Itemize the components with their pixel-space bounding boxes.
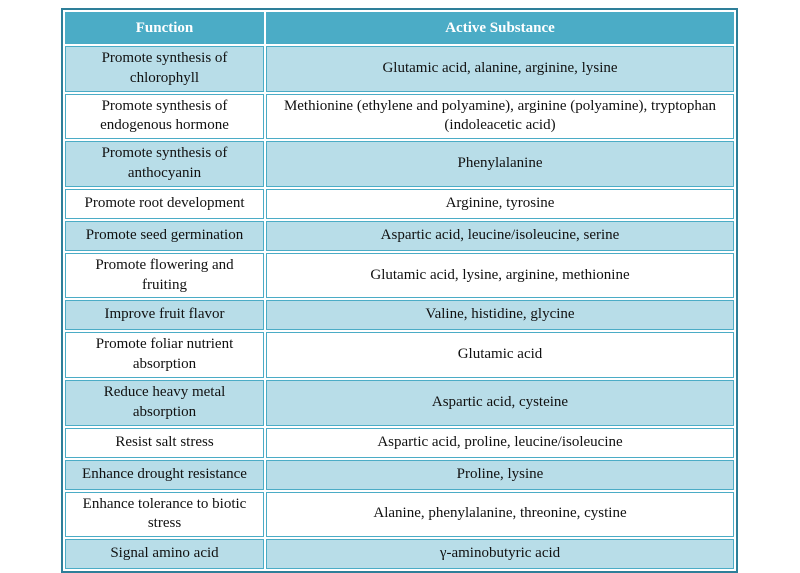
function-cell: Improve fruit flavor: [65, 300, 264, 330]
substance-cell: Methionine (ethylene and polyamine), arginine (polyamine), tryptophan (indoleacetic acid): [266, 94, 734, 140]
function-cell: Resist salt stress: [65, 428, 264, 458]
table-row: [65, 460, 734, 490]
substance-cell: Alanine, phenylalanine, threonine, cystine: [266, 492, 734, 538]
function-cell: Promote synthesis of anthocyanin: [65, 141, 264, 187]
function-cell: Promote seed germination: [65, 221, 264, 251]
table-row: [65, 46, 734, 92]
function-cell: Signal amino acid: [65, 539, 264, 569]
function-cell: Promote root development: [65, 189, 264, 219]
table-row: [65, 253, 734, 299]
table-row: [65, 300, 734, 330]
amino-acid-function-table: [61, 8, 738, 573]
function-cell: Enhance tolerance to biotic stress: [65, 492, 264, 538]
substance-cell: Aspartic acid, leucine/isoleucine, serine: [266, 221, 734, 251]
function-cell: Enhance drought resistance: [65, 460, 264, 490]
substance-cell: Valine, histidine, glycine: [266, 300, 734, 330]
table-row: [65, 189, 734, 219]
table-row: [65, 492, 734, 538]
substance-cell: Aspartic acid, proline, leucine/isoleucine: [266, 428, 734, 458]
substance-cell: γ-aminobutyric acid: [266, 539, 734, 569]
table-row: [65, 332, 734, 378]
function-cell: Promote flowering and fruiting: [65, 253, 264, 299]
substance-cell: Glutamic acid, alanine, arginine, lysine: [266, 46, 734, 92]
table-row: [65, 380, 734, 426]
substance-cell: Arginine, tyrosine: [266, 189, 734, 219]
table-row: [65, 539, 734, 569]
column-header-function: Function: [65, 12, 264, 44]
function-cell: Reduce heavy metal absorption: [65, 380, 264, 426]
table-body: [65, 46, 734, 569]
table-row: [65, 221, 734, 251]
function-cell: Promote synthesis of endogenous hormone: [65, 94, 264, 140]
substance-cell: Proline, lysine: [266, 460, 734, 490]
substance-cell: Aspartic acid, cysteine: [266, 380, 734, 426]
header-row: [65, 12, 734, 44]
table-row: [65, 94, 734, 140]
substance-cell: Glutamic acid, lysine, arginine, methionine: [266, 253, 734, 299]
table-row: [65, 141, 734, 187]
table-row: [65, 428, 734, 458]
substance-cell: Glutamic acid: [266, 332, 734, 378]
column-header-active-substance: Active Substance: [266, 12, 734, 44]
function-cell: Promote synthesis of chlorophyll: [65, 46, 264, 92]
substance-cell: Phenylalanine: [266, 141, 734, 187]
function-cell: Promote foliar nutrient absorption: [65, 332, 264, 378]
